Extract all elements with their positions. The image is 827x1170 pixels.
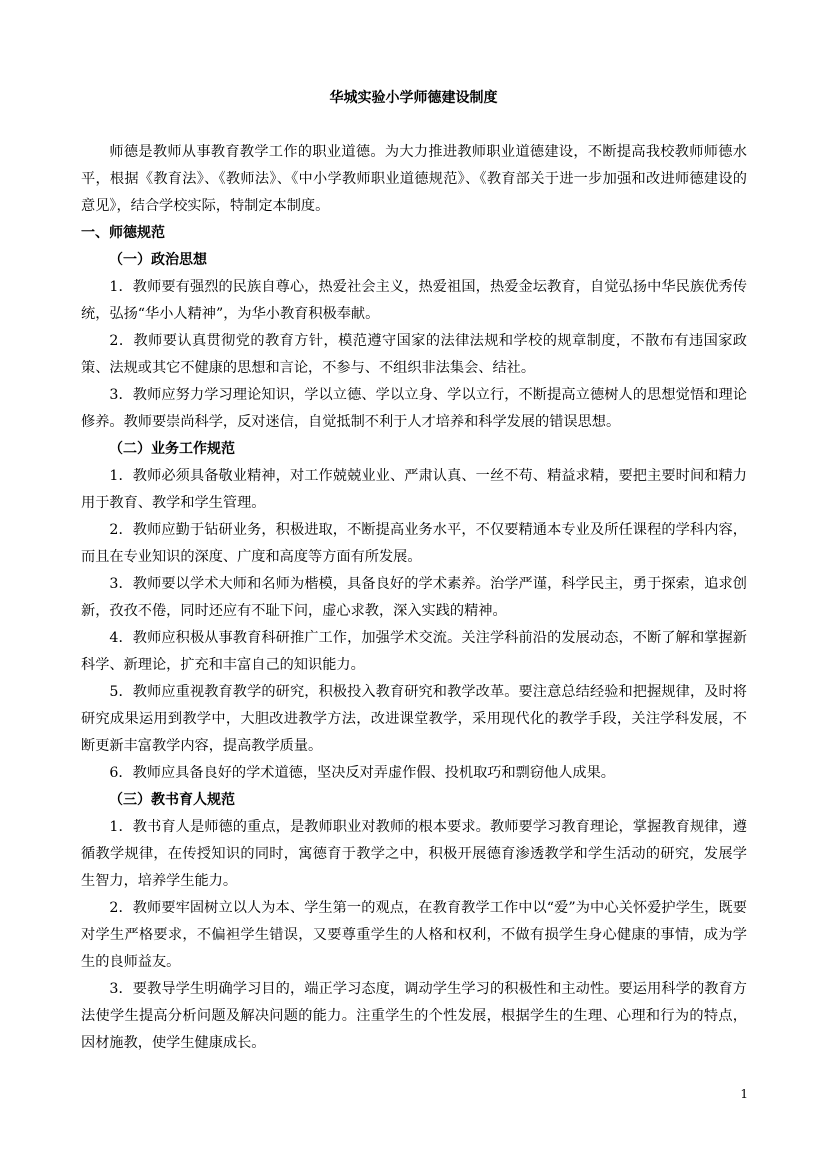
list-item: 5．教师应重视教育教学的研究，积极投入教育研究和教学改革。要注意总结经验和把握规律，及时将研究成果运用到教学中，大胆改进教学方法，改进课堂教学，采用现代化的教学手段，关注学科发展，不断更新丰富教学内容，提高教学质量。 (81, 684, 747, 754)
list-item: 3．教师应努力学习理论知识，学以立德、学以立身、学以立行，不断提高立德树人的思想觉悟和理论修养。教师要崇尚科学，反对迷信，自觉抵制不利于人才培养和科学发展的错误思想。 (81, 387, 747, 430)
list-item: 2．教师要牢固树立以人为本、学生第一的观点，在教育教学工作中以“爱”为中心关怀爱护学生，既要对学生严格要求，不偏袒学生错误，又要尊重学生的人格和权利，不做有损学生身心健康的事情，成为学生的良师益友。 (81, 900, 747, 970)
list-item: 1．教师要有强烈的民族自尊心，热爱社会主义，热爱祖国，热爱金坛教育，自觉弘扬中华民族优秀传统，弘扬“华小人精神”，为华小教育积极奉献。 (81, 279, 747, 322)
list-item: 6．教师应具备良好的学术道德，坚决反对弄虚作假、投机取巧和剽窃他人成果。 (109, 765, 615, 781)
intro-paragraph: 师德是教师从事教育教学工作的职业道德。为大力推进教师职业道德建设，不断提高我校教师师德水平，根据《教育法》、《教师法》、《中小学教师职业道德规范》、《教育部关于进一步加强和改进师德建设的意见》，结合学校实际，特制定本制度。 (81, 144, 747, 214)
list-item: 1．教师必须具备敬业精神，对工作兢兢业业、严肃认真、一丝不苟、精益求精，要把主要时间和精力用于教育、教学和学生管理。 (81, 468, 747, 511)
list-item: 4．教师应积极从事教育科研推广工作，加强学术交流。关注学科前沿的发展动态，不断了解和掌握新科学、新理论，扩充和丰富自己的知识能力。 (81, 630, 747, 673)
page-number: 1 (740, 1087, 748, 1101)
document-body (81, 139, 747, 1057)
section-heading-1: 一、师德规范 (81, 225, 165, 241)
subsection-heading-political: （一）政治思想 (109, 252, 207, 268)
subsection-heading-teaching: （三）教书育人规范 (109, 792, 235, 808)
list-item: 3．教师要以学术大师和名师为楷模，具备良好的学术素养。治学严谨，科学民主，勇于探索，追求创新，孜孜不倦，同时还应有不耻下问，虚心求教，深入实践的精神。 (81, 576, 747, 619)
list-item: 1．教书育人是师德的重点，是教师职业对教师的根本要求。教师要学习教育理论，掌握教育规律，遵循教学规律，在传授知识的同时，寓德育于教学之中，积极开展德育渗透教学和学生活动的研究，发展学生智力，培养学生能力。 (81, 819, 747, 889)
list-item: 3．要教导学生明确学习目的，端正学习态度，调动学生学习的积极性和主动性。要运用科学的教育方法使学生提高分析问题及解决问题的能力。注重学生的个性发展，根据学生的生理、心理和行为的特点，因材施教，使学生健康成长。 (81, 981, 747, 1051)
document-title: 华城实验小学师德建设制度 (329, 90, 498, 106)
subsection-heading-work: （二）业务工作规范 (109, 441, 235, 457)
list-item: 2．教师要认真贯彻党的教育方针，模范遵守国家的法律法规和学校的规章制度，不散布有违国家政策、法规或其它不健康的思想和言论，不参与、不组织非法集会、结社。 (81, 333, 747, 376)
list-item: 2．教师应勤于钻研业务，积极进取，不断提高业务水平，不仅要精通本专业及所任课程的学科内容，而且在专业知识的深度、广度和高度等方面有所发展。 (81, 522, 747, 565)
